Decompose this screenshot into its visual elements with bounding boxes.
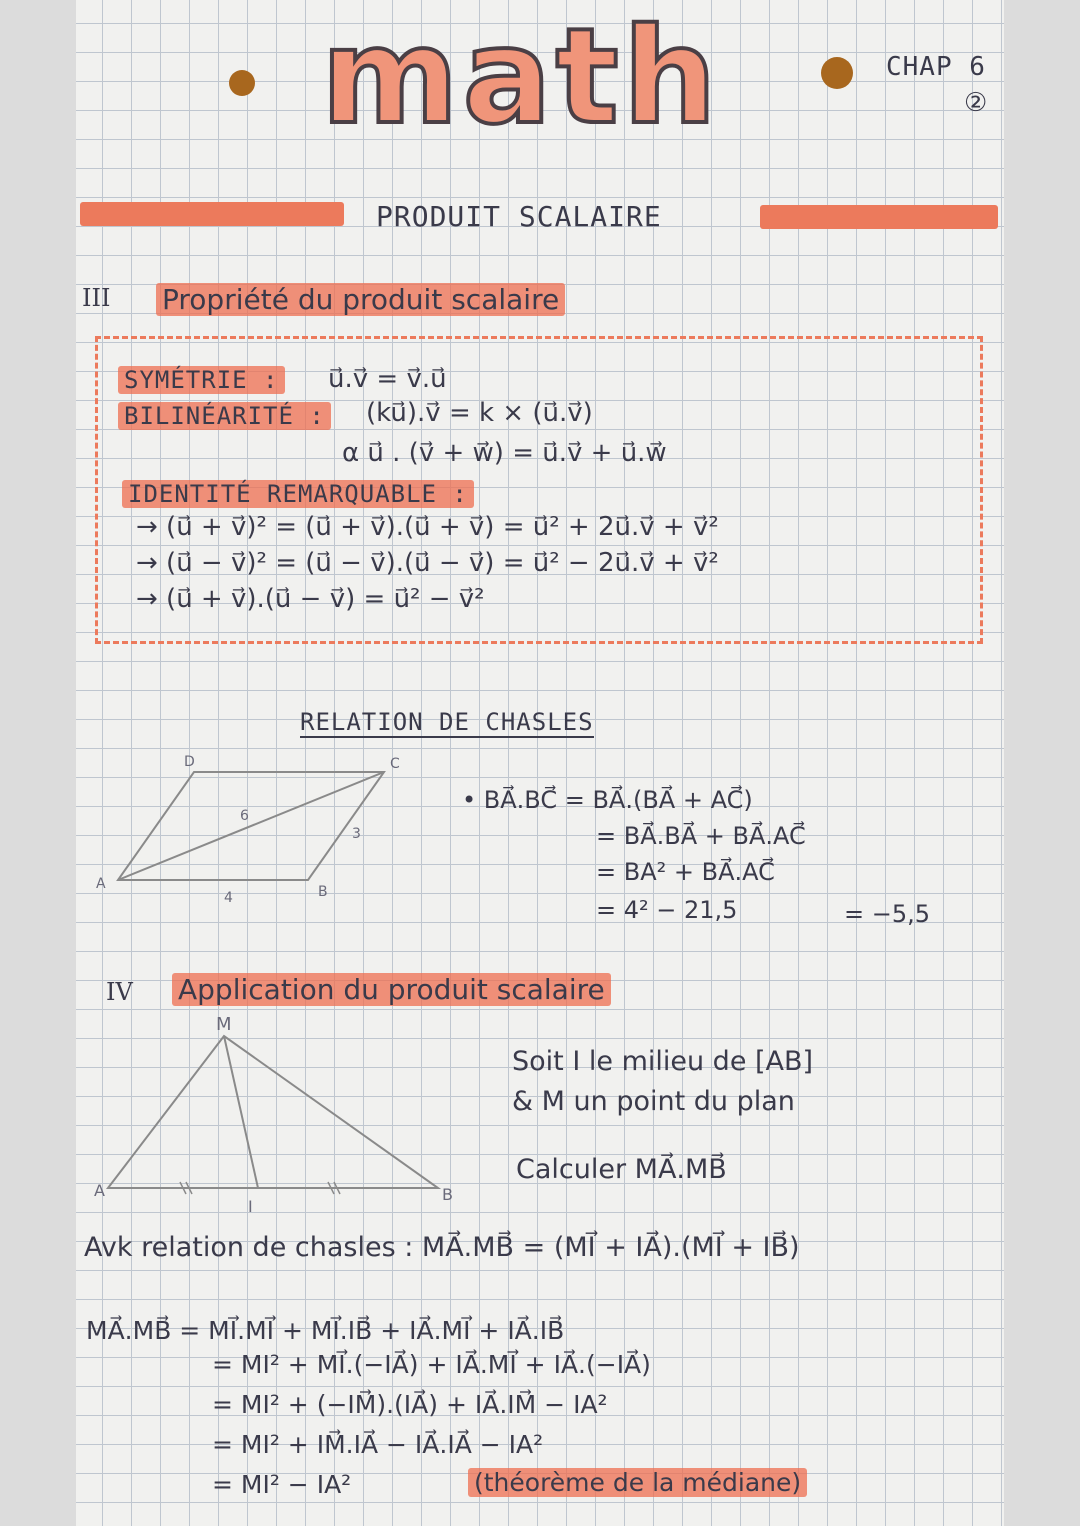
- label-a2: A: [94, 1181, 105, 1200]
- label-a: A: [96, 876, 106, 892]
- subtitle: PRODUIT SCALAIRE: [376, 200, 662, 233]
- parallelogram-figure: [84, 750, 424, 920]
- label-i: I: [248, 1197, 253, 1216]
- bilinearity-label: [118, 402, 331, 430]
- chasles-heading: RELATION DE CHASLES: [300, 708, 594, 736]
- diagonal-ac: [118, 772, 384, 880]
- section-3-heading: Propriété du produit scalaire: [156, 283, 565, 316]
- page-number: ②: [964, 88, 988, 118]
- identity-3: → (u⃗ + v⃗).(u⃗ − v⃗) = u⃗² − v⃗²: [136, 584, 485, 614]
- statement-2: & M un point du plan: [512, 1086, 795, 1117]
- chapter-label: CHAP 6: [886, 52, 986, 82]
- label-m: M: [216, 1014, 232, 1035]
- label-b2: B: [442, 1185, 453, 1204]
- chasles-line-2: = BA⃗.BA⃗ + BA⃗.AC⃗: [596, 822, 806, 850]
- label-b: B: [318, 884, 328, 900]
- triangle-figure: [90, 1010, 460, 1220]
- bilinearity-formula-1: (ku⃗).v⃗ = k × (u⃗.v⃗): [366, 398, 593, 428]
- median-mi: [224, 1036, 258, 1188]
- symmetry-formula: u⃗.v⃗ = v⃗.u⃗: [328, 364, 447, 394]
- identity-label-text: IDENTITÉ REMARQUABLE :: [122, 480, 474, 508]
- derivation-line-5: = MI² − IA²: [212, 1470, 352, 1499]
- subtitle-bar-right: [760, 205, 998, 229]
- derivation-line-4: = MI² + IM⃗.IA⃗ − IA⃗.IA⃗ − IA²: [212, 1430, 544, 1459]
- derivation-line-1: MA⃗.MB⃗ = MI⃗.MI⃗ + MI⃗.IB⃗ + IA⃗.MI⃗ + IA⃗.IB⃗: [86, 1316, 565, 1345]
- identity-1: → (u⃗ + v⃗)² = (u⃗ + v⃗).(u⃗ + v⃗) = u⃗² + 2u⃗.v⃗ + v⃗²: [136, 512, 719, 542]
- identity-2: → (u⃗ − v⃗)² = (u⃗ − v⃗).(u⃗ − v⃗) = u⃗² − 2u⃗.v⃗ + v⃗²: [136, 548, 719, 578]
- notebook-page: [76, 0, 1004, 1526]
- task: Calculer MA⃗.MB⃗: [516, 1154, 727, 1185]
- label-diagonal: 6: [240, 808, 249, 824]
- section-4-heading: Application du produit scalaire: [172, 973, 611, 1006]
- page-title: math: [321, 0, 721, 154]
- derivation-line-2: = MI² + MI⃗.(−IA⃗) + IA⃗.MI⃗ + IA⃗.(−IA⃗): [212, 1350, 651, 1379]
- bullet-dot-left: [229, 70, 255, 96]
- bilinearity-formula-2: α u⃗ . (v⃗ + w⃗) = u⃗.v⃗ + u⃗.w⃗: [342, 438, 667, 468]
- chasles-result: = −5,5: [844, 900, 931, 928]
- median-theorem-label: (théorème de la médiane): [468, 1468, 807, 1497]
- label-side-bc: 3: [352, 826, 361, 842]
- label-c: C: [390, 756, 400, 772]
- subtitle-bar-left: [80, 202, 344, 226]
- symmetry-label-text: SYMÉTRIE :: [118, 366, 285, 394]
- triangle-shape: [108, 1036, 438, 1188]
- chasles-line-1: • BA⃗.BC⃗ = BA⃗.(BA⃗ + AC⃗): [462, 786, 753, 814]
- statement-1: Soit I le milieu de [AB]: [512, 1046, 814, 1077]
- label-side-ab: 4: [224, 890, 233, 906]
- bullet-dot-right: [821, 57, 853, 89]
- section-4-number: IV: [106, 978, 133, 1006]
- chasles-line-3: = BA² + BA⃗.AC⃗: [596, 858, 775, 886]
- label-d: D: [184, 754, 195, 770]
- chasles-intro: Avk relation de chasles : MA⃗.MB⃗ = (MI⃗ + IA⃗).(MI⃗ + IB⃗): [84, 1232, 800, 1263]
- section-3-number: III: [82, 284, 111, 312]
- derivation-line-3: = MI² + (−IM⃗).(IA⃗) + IA⃗.IM⃗ − IA²: [212, 1390, 608, 1419]
- chasles-line-4: = 4² − 21,5: [596, 896, 738, 924]
- identity-label: [122, 480, 474, 508]
- symmetry-label: [118, 366, 285, 394]
- bilinearity-label-text: BILINÉARITÉ :: [118, 402, 331, 430]
